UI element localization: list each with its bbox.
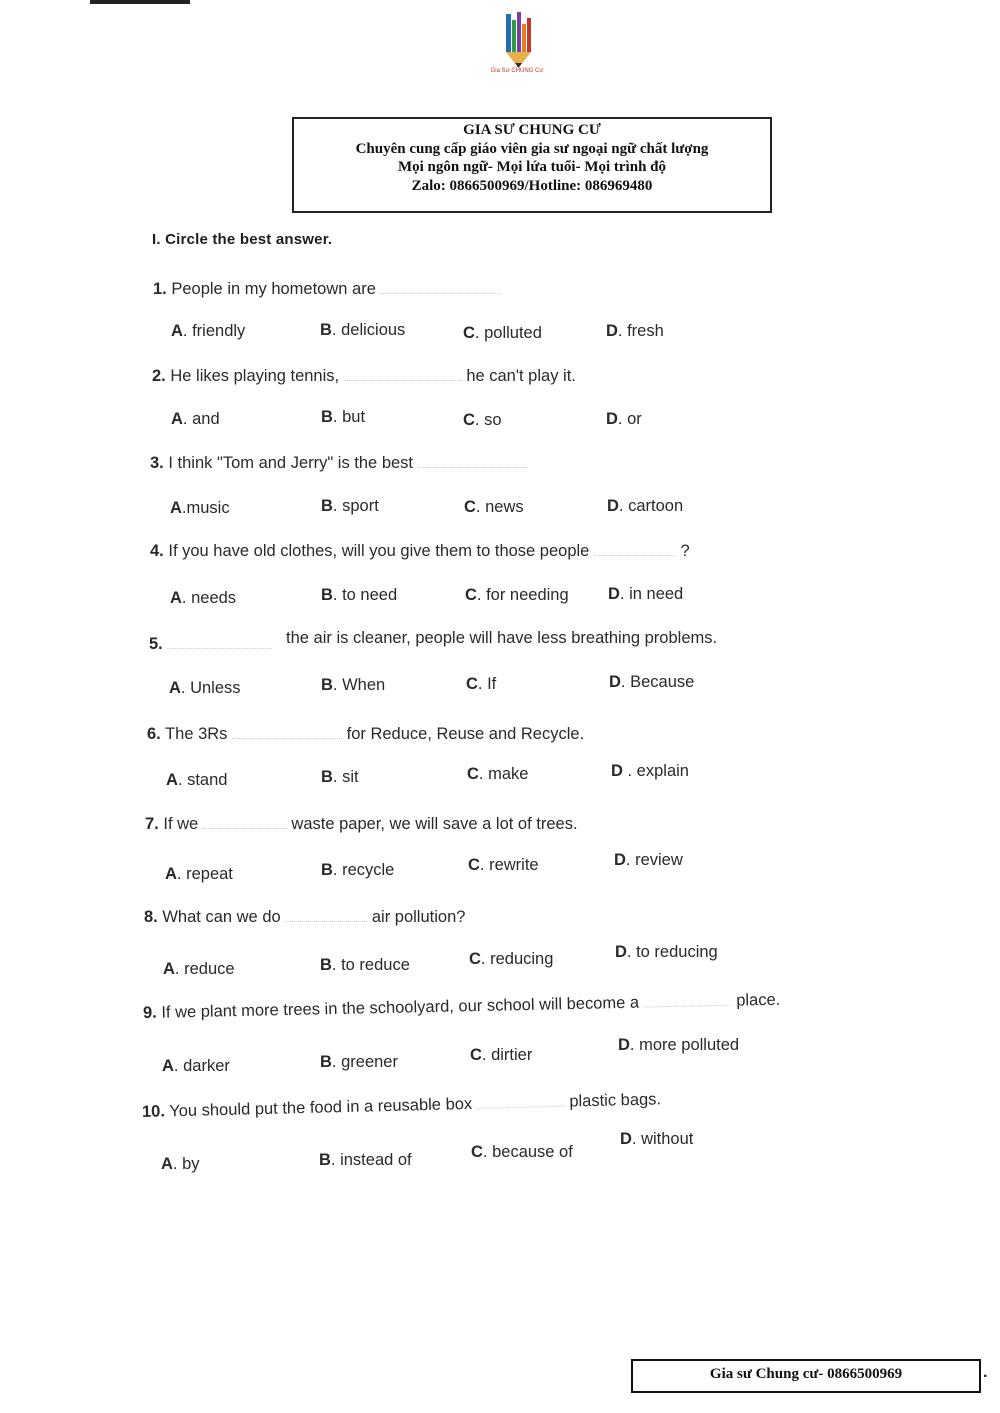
option-10c[interactable]: C. because of xyxy=(471,1143,573,1161)
option-8b[interactable]: B. to reduce xyxy=(320,956,410,974)
option-8a[interactable]: A. reduce xyxy=(163,960,235,978)
answer-blank xyxy=(644,1005,732,1008)
question-1: 1. People in my hometown are xyxy=(153,280,500,299)
answer-blank xyxy=(477,1106,565,1109)
option-3d[interactable]: D. cartoon xyxy=(607,497,684,515)
question-10: 10. You should put the food in a reusable box plastic bags. xyxy=(141,1090,662,1121)
option-9c[interactable]: C. dirtier xyxy=(470,1046,533,1064)
question-7: 7. If we waste paper, we will save a lot of trees. xyxy=(145,815,578,833)
option-7c[interactable]: C. rewrite xyxy=(468,856,539,874)
option-5a[interactable]: A. Unless xyxy=(169,679,241,697)
option-1a[interactable]: A. friendly xyxy=(171,322,246,340)
option-5c[interactable]: C. If xyxy=(466,675,497,693)
option-8d[interactable]: D. to reducing xyxy=(615,943,718,961)
option-6d[interactable]: D . explain xyxy=(611,762,689,780)
option-1b[interactable]: B. delicious xyxy=(320,321,406,339)
question-8: 8. What can we do air pollution? xyxy=(144,908,466,926)
option-6a[interactable]: A. stand xyxy=(166,771,228,789)
footer-trailing-mark: . xyxy=(983,1364,988,1381)
option-3a[interactable]: A.music xyxy=(170,499,230,517)
option-7d[interactable]: D. review xyxy=(614,851,683,869)
question-3: 3. I think "Tom and Jerry" is the best xyxy=(150,454,528,473)
option-9b[interactable]: B. greener xyxy=(320,1053,398,1071)
option-2b[interactable]: B. but xyxy=(321,408,366,426)
header-tagline: Chuyên cung cấp giáo viên gia sư ngoại ngữ chất lượng xyxy=(355,140,709,157)
question-6: 6. The 3Rs for Reduce, Reuse and Recycle. xyxy=(147,725,585,743)
footer-box xyxy=(631,1359,981,1393)
option-6b[interactable]: B. sit xyxy=(321,768,359,786)
answer-blank xyxy=(418,467,528,468)
question-4: 4. If you have old clothes, will you give them to those people ? xyxy=(150,542,690,560)
option-2c[interactable]: C. so xyxy=(463,411,502,429)
option-5b[interactable]: B. When xyxy=(321,676,386,694)
answer-blank xyxy=(167,648,272,649)
option-3c[interactable]: C. news xyxy=(464,498,524,516)
option-9d[interactable]: D. more polluted xyxy=(618,1036,740,1054)
option-10d[interactable]: D. without xyxy=(620,1130,694,1148)
option-6c[interactable]: C. make xyxy=(467,765,529,783)
option-2a[interactable]: A. and xyxy=(171,410,220,428)
answer-blank xyxy=(203,828,287,829)
header-title: GIA SƯ CHUNG CƯ xyxy=(463,122,601,138)
header-subtitle: Mọi ngôn ngữ- Mọi lứa tuổi- Mọi trình độ xyxy=(397,159,666,175)
question-5-text: the air is cleaner, people will have less breathing problems. xyxy=(286,629,718,647)
answer-blank xyxy=(232,738,342,739)
option-5d[interactable]: D. Because xyxy=(609,673,695,691)
top-edge-mark xyxy=(90,0,190,4)
option-4b[interactable]: B. to need xyxy=(321,586,398,604)
option-4c[interactable]: C. for needing xyxy=(465,586,569,604)
section-title: I. Circle the best answer. xyxy=(152,231,333,248)
header-box xyxy=(292,117,772,213)
question-9: 9. If we plant more trees in the schoolyard, our school will become a place. xyxy=(142,990,781,1022)
option-4a[interactable]: A. needs xyxy=(170,589,237,607)
option-7a[interactable]: A. repeat xyxy=(165,865,233,883)
option-3b[interactable]: B. sport xyxy=(321,497,379,515)
answer-blank xyxy=(594,555,676,556)
option-10b[interactable]: B. instead of xyxy=(319,1151,412,1169)
option-1c[interactable]: C. polluted xyxy=(463,324,542,342)
option-8c[interactable]: C. reducing xyxy=(469,950,554,968)
answer-blank xyxy=(380,293,500,294)
answer-blank xyxy=(344,380,462,381)
option-9a[interactable]: A. darker xyxy=(162,1057,230,1075)
option-1d[interactable]: D. fresh xyxy=(606,322,664,340)
footer-text: Gia sư Chung cư- 0866500969 xyxy=(709,1366,903,1382)
option-4d[interactable]: D. in need xyxy=(608,585,684,603)
option-2d[interactable]: D. or xyxy=(606,410,642,428)
option-7b[interactable]: B. recycle xyxy=(321,861,395,879)
option-10a[interactable]: A. by xyxy=(161,1155,200,1173)
logo-caption: Gia Sư CHUNG Cư xyxy=(490,68,544,74)
question-5-number: 5. xyxy=(149,635,272,654)
header-contact: Zalo: 0866500969/Hotline: 086969480 xyxy=(411,177,653,194)
question-2: 2. He likes playing tennis, he can't play it. xyxy=(152,367,576,385)
answer-blank xyxy=(285,921,367,922)
